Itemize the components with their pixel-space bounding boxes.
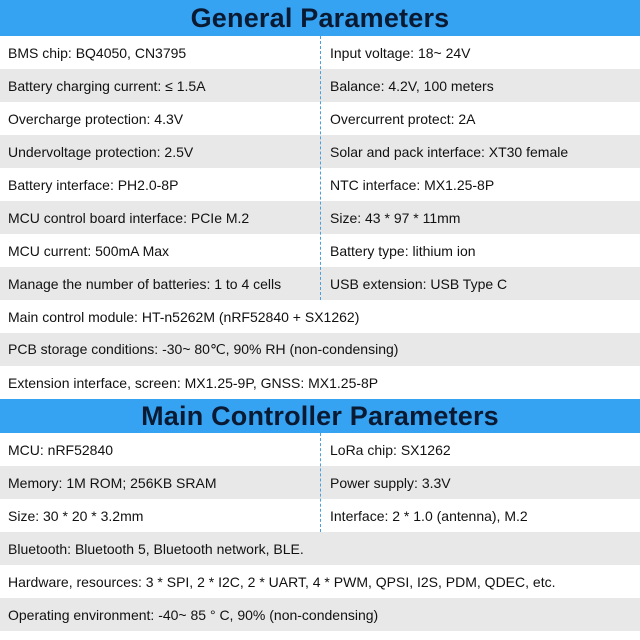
spec-cell: Size: 43 * 97 * 11mm — [330, 209, 461, 226]
table-row-full — [0, 333, 640, 366]
spec-cell: Battery type: lithium ion — [330, 242, 476, 259]
spec-cell: Memory: 1M ROM; 256KB SRAM — [8, 474, 217, 491]
spec-cell: Extension interface, screen: MX1.25-9P, GNSS: MX1.25-8P — [8, 374, 379, 391]
column-divider — [320, 433, 321, 532]
spec-cell: Hardware, resources: 3 * SPI, 2 * I2C, 2 * UART, 4 * PWM, QPSI, I2S, PDM, QDEC, etc. — [8, 573, 556, 590]
spec-cell: Solar and pack interface: XT30 female — [330, 143, 569, 160]
spec-cell: Power supply: 3.3V — [330, 474, 451, 491]
spec-cell: Interface: 2 * 1.0 (antenna), M.2 — [330, 507, 528, 524]
spec-cell: MCU: nRF52840 — [8, 441, 114, 458]
table-row-full — [0, 598, 640, 631]
spec-cell: MCU current: 500mA Max — [8, 242, 170, 259]
spec-cell: Manage the number of batteries: 1 to 4 cells — [8, 275, 282, 292]
spec-cell: MCU control board interface: PCIe M.2 — [8, 209, 250, 226]
spec-cell: Battery interface: PH2.0-8P — [8, 176, 179, 193]
spec-cell: Size: 30 * 20 * 3.2mm — [8, 507, 144, 524]
spec-cell: BMS chip: BQ4050, CN3795 — [8, 44, 187, 61]
table-row-full — [0, 366, 640, 399]
spec-cell: Battery charging current: ≤ 1.5A — [8, 77, 206, 94]
column-divider — [320, 36, 321, 300]
spec-cell: Bluetooth: Bluetooth 5, Bluetooth network, BLE. — [8, 540, 304, 557]
spec-cell: Overcharge protection: 4.3V — [8, 110, 184, 127]
spec-cell: Operating environment: -40~ 85 ° C, 90% (non-condensing) — [8, 606, 379, 623]
main-controller-parameters-title: Main Controller Parameters — [141, 400, 499, 431]
table-row-full — [0, 565, 640, 598]
spec-cell: LoRa chip: SX1262 — [330, 441, 451, 458]
spec-cell: Undervoltage protection: 2.5V — [8, 143, 194, 160]
spec-cell: NTC interface: MX1.25-8P — [330, 176, 495, 193]
spec-cell: Main control module: HT-n5262M (nRF52840 + SX1262) — [8, 308, 360, 325]
general-parameters-header — [0, 0, 640, 36]
spec-cell: Balance: 4.2V, 100 meters — [330, 77, 494, 94]
spec-cell: PCB storage conditions: -30~ 80℃, 90% RH (non-condensing) — [8, 341, 399, 357]
main-controller-parameters-table — [0, 433, 640, 631]
general-parameters-title: General Parameters — [190, 2, 450, 33]
spec-cell: Overcurrent protect: 2A — [330, 110, 476, 127]
spec-cell: USB extension: USB Type C — [330, 275, 508, 292]
spec-cell: Input voltage: 18~ 24V — [330, 44, 471, 61]
table-row-full — [0, 532, 640, 565]
table-row-full — [0, 300, 640, 333]
main-controller-parameters-header — [0, 399, 640, 433]
general-parameters-table — [0, 36, 640, 399]
